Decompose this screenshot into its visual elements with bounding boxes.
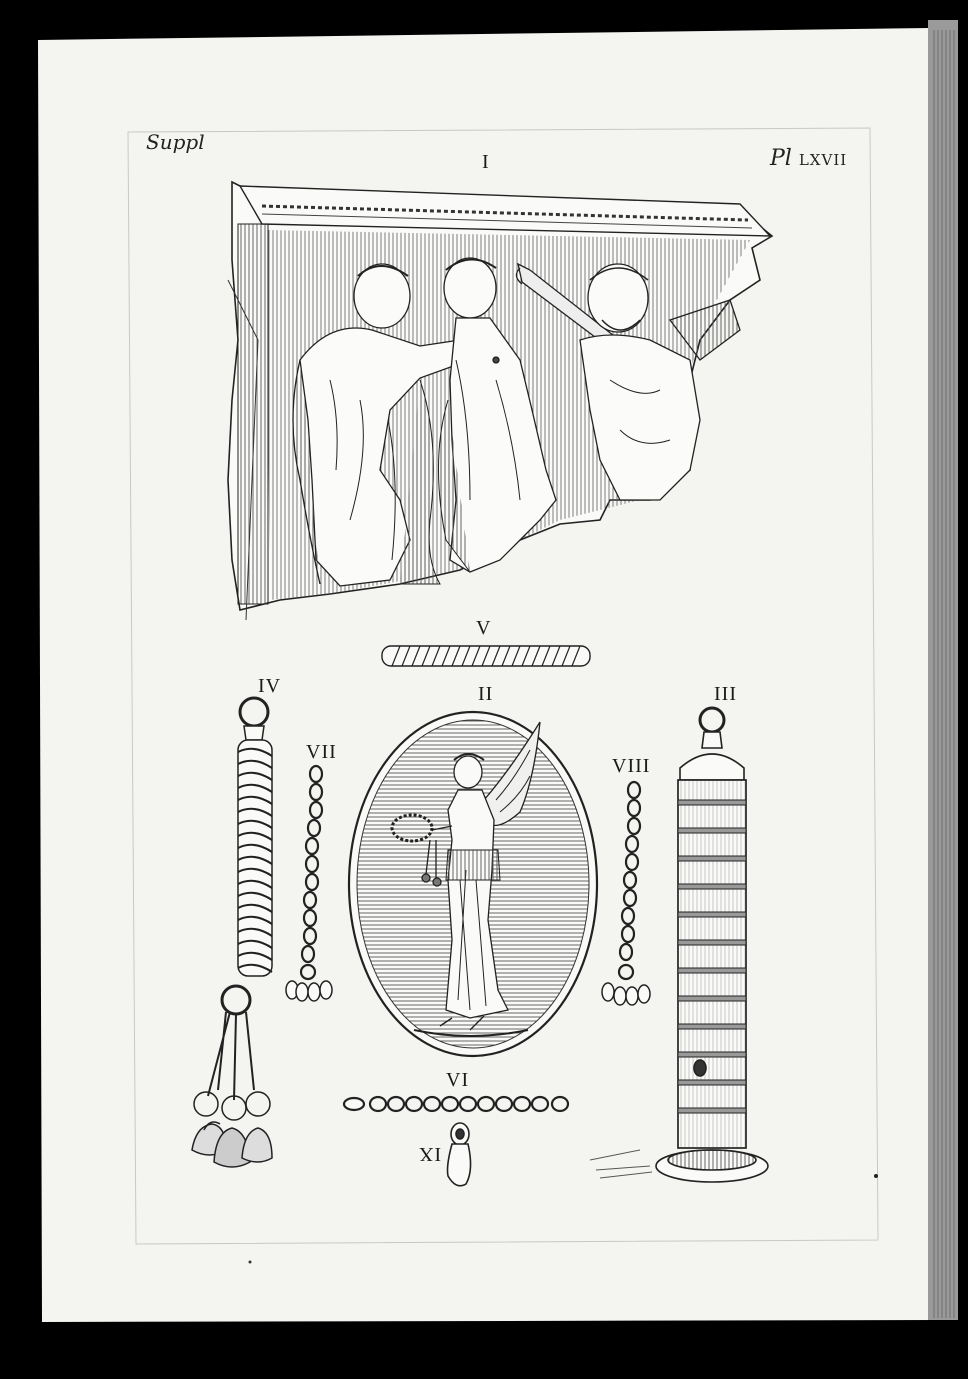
- label-figure-v: V: [476, 617, 492, 639]
- label-figure-i: I: [482, 151, 490, 173]
- label-figure-iv: IV: [258, 675, 282, 697]
- twisted-bar-figure-v: [382, 646, 590, 666]
- oval-gem-figure-ii: [349, 712, 597, 1056]
- label-figure-vii: VII: [306, 741, 337, 763]
- label-figure-viii: VIII: [612, 755, 651, 777]
- label-figure-vi: VI: [446, 1069, 470, 1091]
- header-plate-number: [770, 146, 847, 171]
- plate-prefix: Pl: [770, 146, 792, 171]
- label-figure-ii: II: [478, 683, 494, 705]
- plate-numeral: LXVII: [798, 151, 848, 169]
- label-figure-ix: IX: [418, 1143, 442, 1165]
- label-figure-iii: III: [714, 683, 737, 705]
- header-supplement-label: Suppl: [146, 130, 205, 154]
- pendant-figure-ix: [448, 1123, 471, 1186]
